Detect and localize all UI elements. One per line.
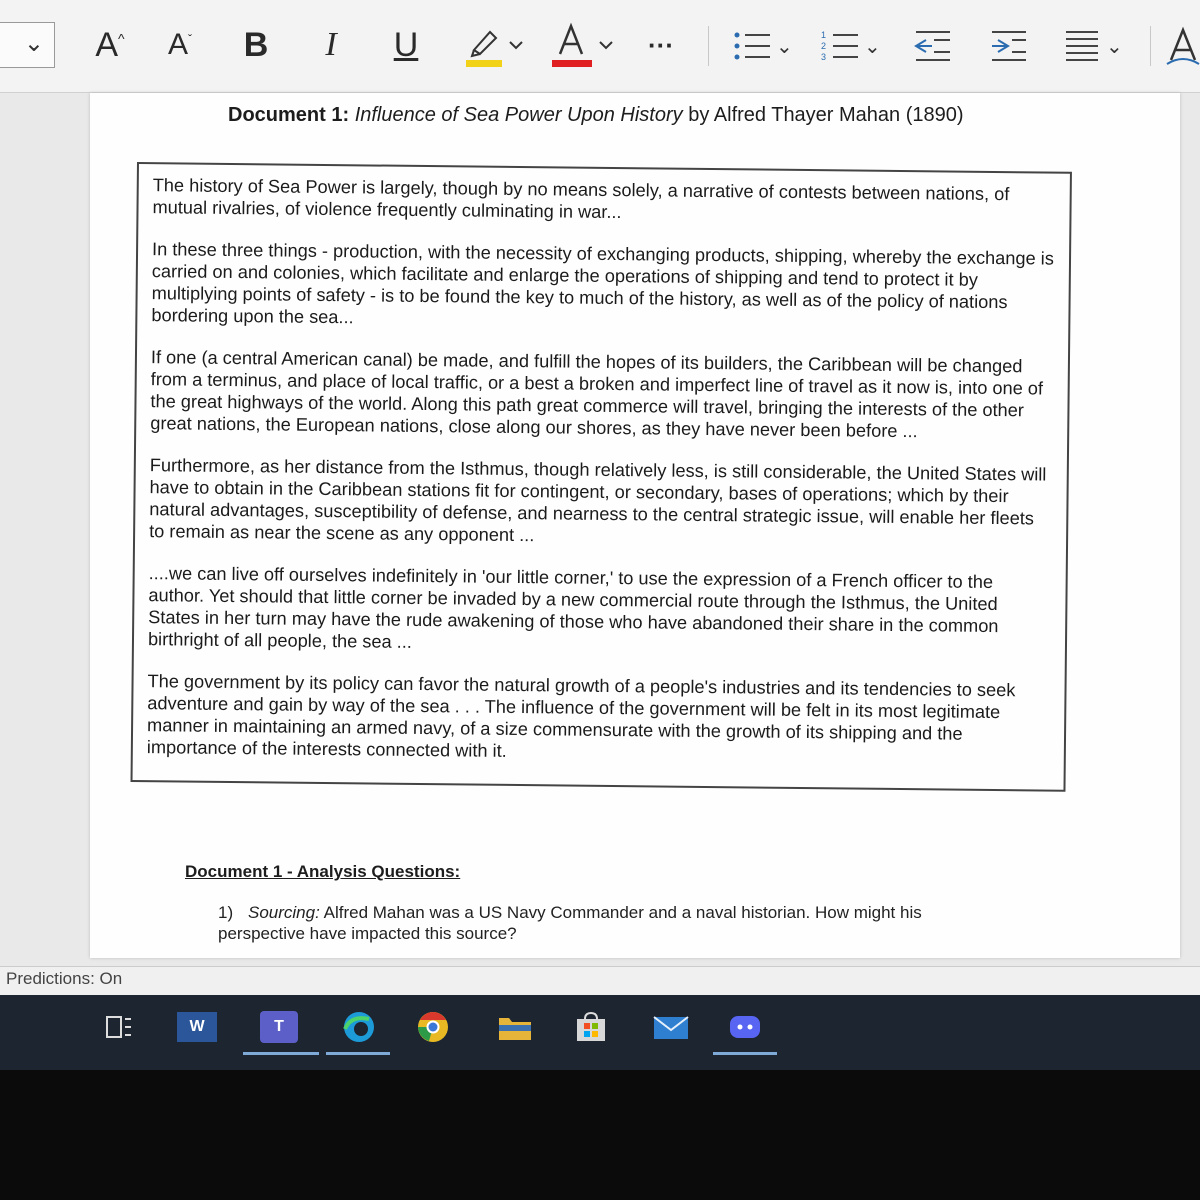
underline-icon: U xyxy=(393,25,419,64)
discord-icon xyxy=(727,1012,763,1042)
folder-icon xyxy=(497,1012,533,1042)
edge-icon xyxy=(341,1009,377,1045)
numbered-list-icon xyxy=(820,26,860,66)
font-color-icon xyxy=(550,20,622,70)
shrink-font-icon: $A^ˇ$ xyxy=(167,28,192,61)
question-number: 1) xyxy=(218,903,234,922)
underline-button[interactable] xyxy=(390,20,422,70)
question-1 xyxy=(218,902,978,944)
excerpt-paragraph: If one (a central American canal) be made, and fulfill the hopes of its builders, the Caribbean will be changed from a terminus, and place of local traffic, or a best a broken and imperfect line of travel as it now is, into one of the great highways of the world. Along this path great commerce will travel, bringing the interests of the other great nations, the European nations, close along our shores, as they have never been before ... xyxy=(150,347,1044,442)
chevron-down-icon: ⌄ xyxy=(864,35,881,58)
teams-icon: T xyxy=(260,1011,298,1043)
chevron-down-icon: ⌄ xyxy=(23,30,44,57)
discord-app-button[interactable] xyxy=(724,1010,766,1044)
more-icon: ··· xyxy=(648,29,674,60)
analysis-heading: Document 1 - Analysis Questions: xyxy=(185,862,461,881)
file-explorer-button[interactable] xyxy=(494,1010,536,1044)
document-title xyxy=(228,104,964,127)
status-bar xyxy=(0,966,1200,995)
taskbar xyxy=(0,995,1200,1070)
font-size-dropdown[interactable] xyxy=(0,22,55,68)
excerpt-paragraph: The government by its policy can favor the natural growth of a people's industries and its tendencies to seek adventure and gain by way of the sea . . . The influence of the government will be felt in its most legitimate manner in maintaining an armed navy, of a size commensurate with the growth of its shipping and the importance of the interests connected with it. xyxy=(146,671,1016,761)
grow-font-icon: A^ xyxy=(95,25,125,64)
excerpt-paragraph: In these three things - production, with the necessity of exchanging products, shipping, whereby the exchange is carried on and colonies, which facilitate and enlarge the operations of shipping and tend to protect it by multiplying points of safety - is to be found the key to much of the history, as well as of the policy of nations bordering upon the sea... xyxy=(151,239,1054,328)
italic-button[interactable] xyxy=(315,20,347,70)
grow-font-button[interactable] xyxy=(88,20,132,70)
work-title: Influence of Sea Power Upon History xyxy=(354,104,683,126)
styles-button[interactable] xyxy=(1165,24,1200,68)
task-view-button[interactable] xyxy=(98,1010,140,1044)
chrome-app-button[interactable] xyxy=(412,1010,454,1044)
numbering-button[interactable] xyxy=(820,24,881,68)
mail-app-button[interactable] xyxy=(650,1010,692,1044)
edge-app-button[interactable] xyxy=(338,1010,380,1044)
toolbar-divider xyxy=(708,26,709,66)
mail-icon xyxy=(652,1013,690,1041)
store-app-button[interactable] xyxy=(570,1010,612,1044)
active-app-indicator xyxy=(326,1052,390,1055)
excerpt-box xyxy=(131,162,1072,792)
more-options-button[interactable] xyxy=(640,20,682,70)
excerpt-paragraph: ....we can live off ourselves indefinitely in 'our little corner,' to use the expression of a French officer to the author. Yet should that little corner be invaded by a new commercial route through the Isthmus, the United States in her turn may have the rude awakening of those who have abandoned their share in the common birthright of all people, the sea ... xyxy=(147,563,999,652)
highlighter-icon xyxy=(462,20,532,70)
shrink-font-button[interactable] xyxy=(160,20,200,70)
line-spacing-button[interactable] xyxy=(1062,24,1123,68)
task-view-icon xyxy=(105,1013,133,1041)
active-app-indicator xyxy=(243,1052,319,1055)
decrease-indent-button[interactable] xyxy=(912,24,952,68)
chrome-icon xyxy=(415,1009,451,1045)
text-predictions-status[interactable]: Predictions: On xyxy=(6,969,123,988)
bullet-list-icon xyxy=(732,26,772,66)
excerpt-paragraph: The history of Sea Power is largely, though by no means solely, a narrative of contests between nations, of mutual rivalries, of violence frequently culminating in war... xyxy=(152,175,1010,223)
author-year: by Alfred Thayer Mahan (1890) xyxy=(688,104,964,126)
chevron-down-icon: ⌄ xyxy=(1106,35,1123,58)
align-icon xyxy=(1062,26,1102,66)
font-color-button[interactable] xyxy=(550,20,622,70)
ribbon-toolbar xyxy=(0,0,1200,93)
bold-icon: B xyxy=(243,25,269,64)
styles-icon xyxy=(1165,24,1200,68)
word-icon: W xyxy=(177,1012,217,1042)
italic-icon: I xyxy=(325,26,337,63)
excerpt-paragraph: Furthermore, as her distance from the Isthmus, though relatively less, is still considerable, the United States will have to obtain in the Caribbean stations fit for contingent, or secondary, bases of operations; which by their natural advantages, susceptibility of defense, and nearness to the central strategic issue, will enable her fleets to remain as near the scene as any opponent ... xyxy=(149,455,1047,546)
question-label: Sourcing: xyxy=(248,903,320,922)
increase-indent-button[interactable] xyxy=(988,24,1028,68)
toolbar-divider xyxy=(1150,26,1151,66)
highlight-button[interactable] xyxy=(462,20,532,70)
question-text: Alfred Mahan was a US Navy Commander and a naval historian. How might his perspective have impacted this source? xyxy=(218,903,922,943)
bold-button[interactable] xyxy=(240,20,272,70)
svg-text:2: 2 xyxy=(821,41,827,51)
increase-indent-icon xyxy=(988,26,1028,66)
word-app-button[interactable] xyxy=(176,1010,218,1044)
svg-text:1: 1 xyxy=(821,30,827,40)
decrease-indent-icon xyxy=(912,26,952,66)
chevron-down-icon: ⌄ xyxy=(776,35,793,58)
teams-app-button[interactable] xyxy=(258,1010,300,1044)
bullets-button[interactable] xyxy=(732,24,793,68)
store-icon xyxy=(573,1011,609,1043)
document-label: Document 1: xyxy=(228,104,350,126)
active-app-indicator xyxy=(713,1052,777,1055)
svg-text:3: 3 xyxy=(821,52,827,62)
